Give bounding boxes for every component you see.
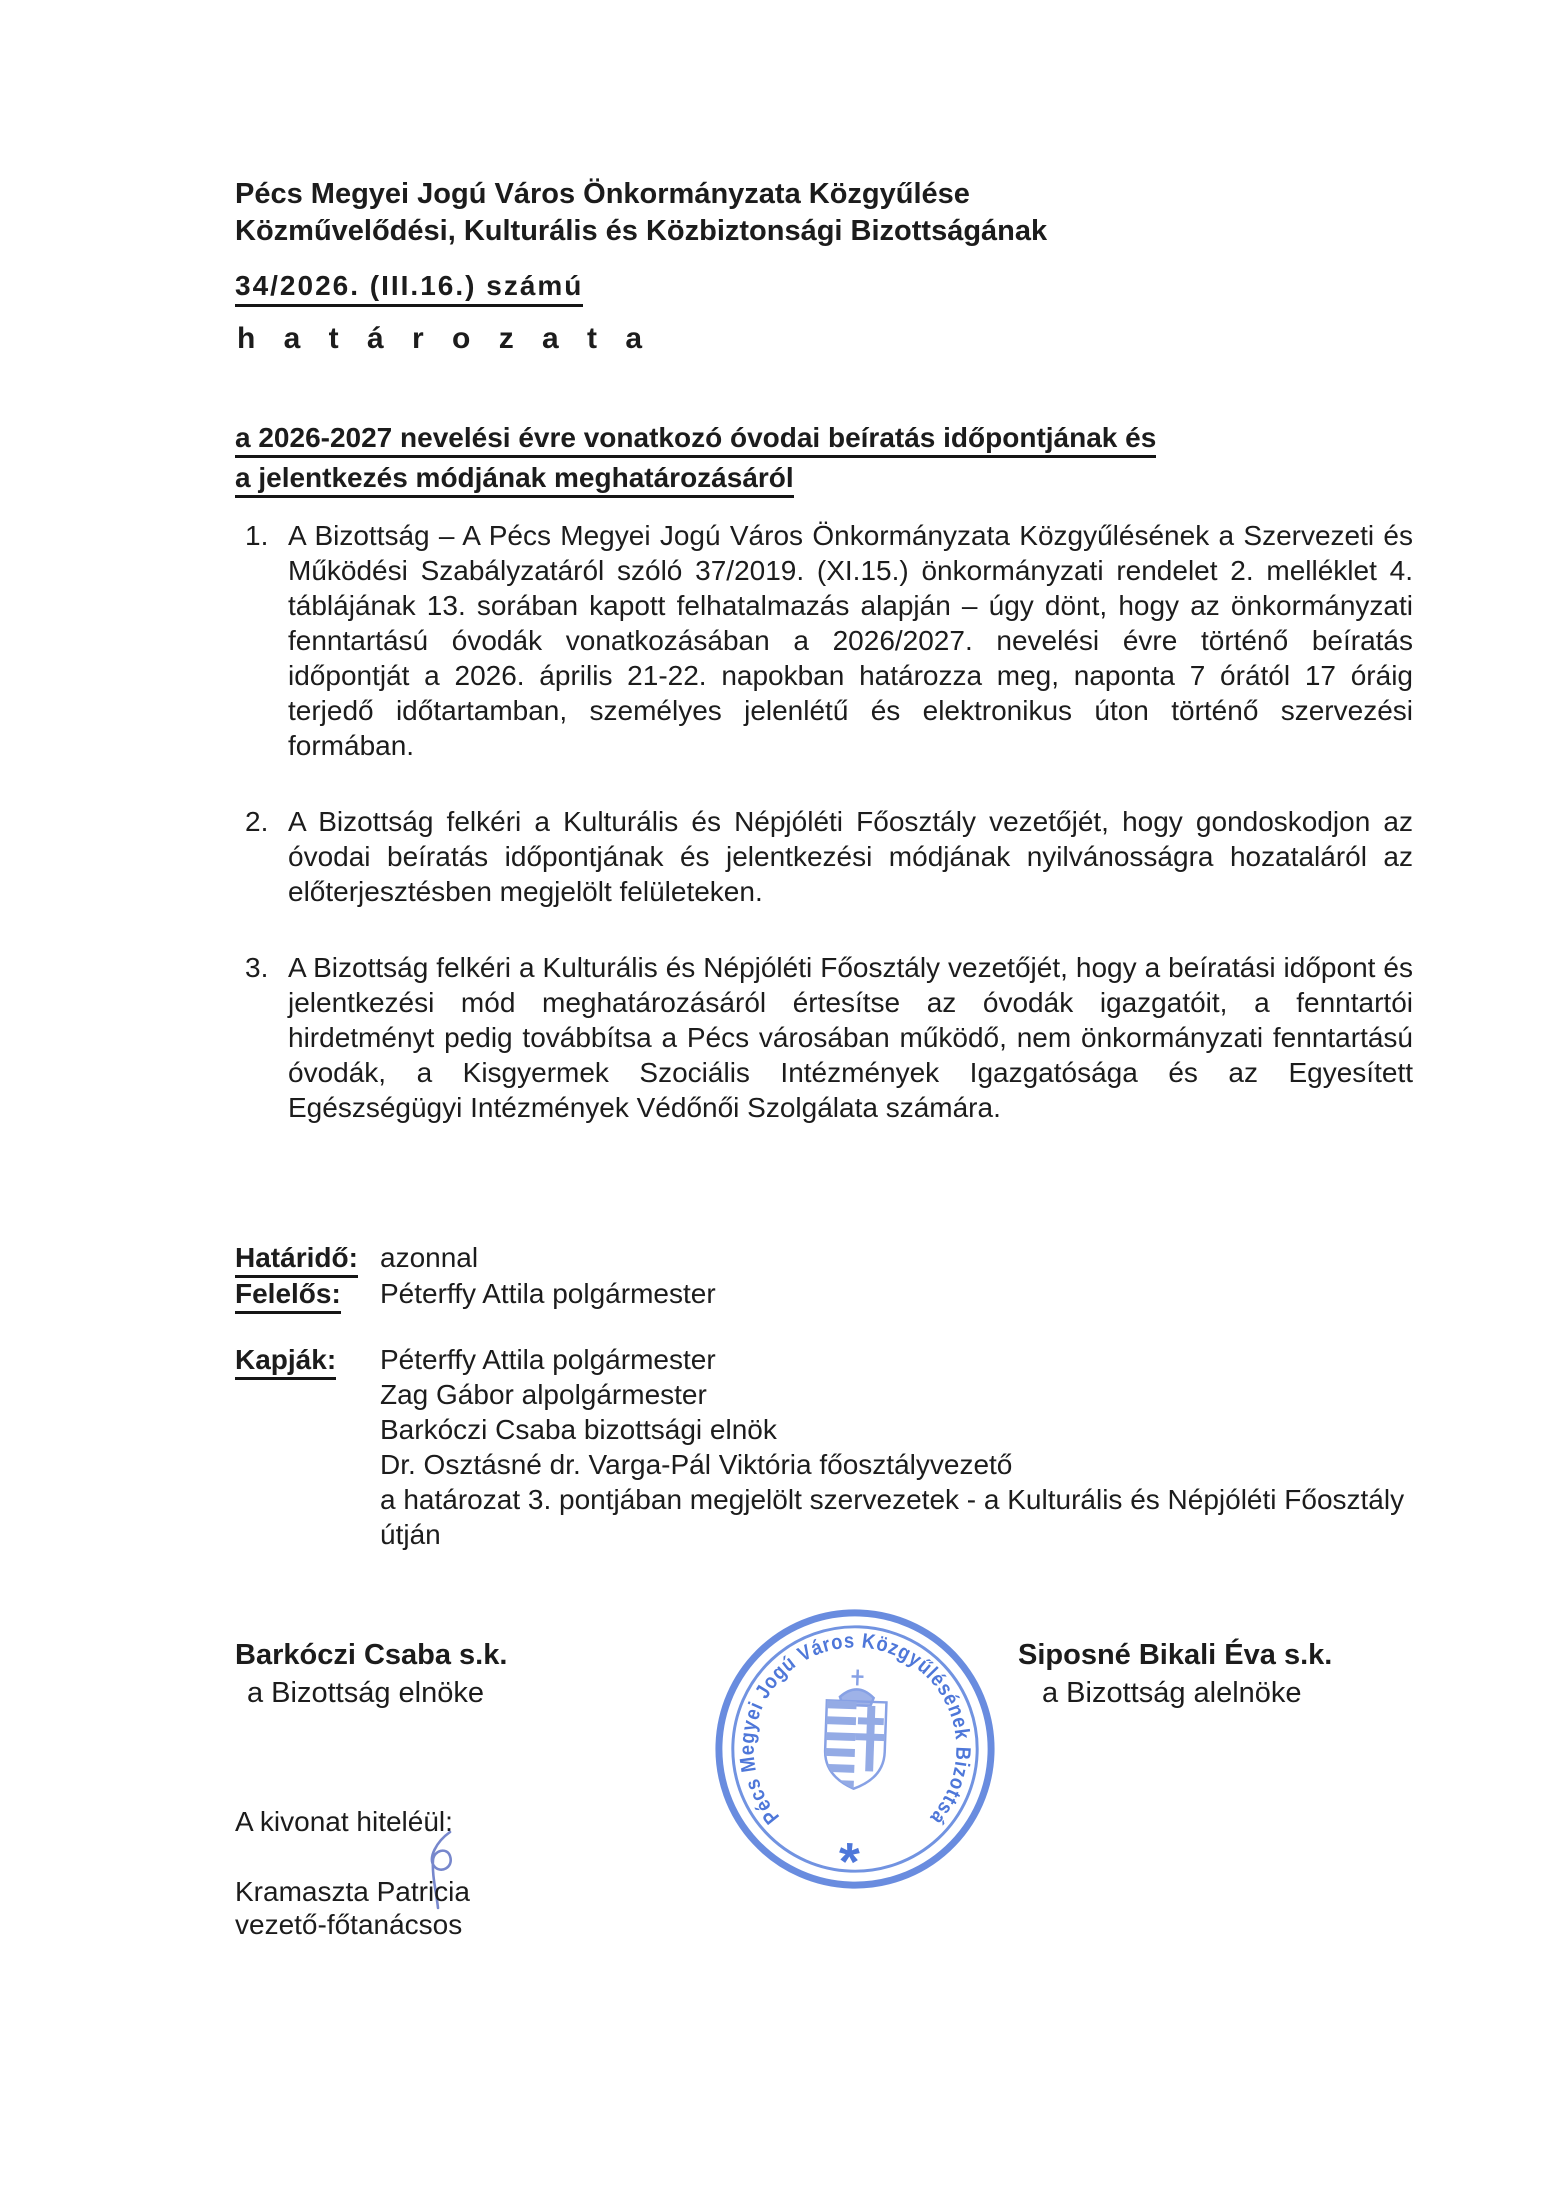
signature-left-title: a Bizottság elnöke [247, 1677, 484, 1709]
resolution-type: h a t á r o z a t a [237, 322, 653, 355]
recipient: Barkóczi Csaba bizottsági elnök [380, 1414, 777, 1445]
item-text: A Bizottság – A Pécs Megyei Jogú Város Önkormányzata Közgyűlésének a Szervezeti és Működési Szabályzatáról szóló 37/2019. (XI.15.) önkormányzati rendelet 2. melléklet 4. táblájának 13. sorában kapott felhatalmazás alapján – úgy dönt, hogy az önkormányzati fenntartású óvodák vonatkozásában a 2026/2027. nevelési évre történő beíratás időpontját a 2026. április 21-22. napokban határozza meg, naponta 7 órától 17 óráig terjedő időtartamban, személyes jelenlétű és elektronikus úton történő szervezési formában. [288, 520, 1413, 761]
deadline-row [235, 1240, 1413, 1275]
resolution-items [245, 518, 1413, 1125]
deadline-value: azonnal [380, 1242, 479, 1273]
resolution-item-3 [245, 950, 1413, 1125]
item-number: 3. [245, 952, 269, 983]
committee-stamp [701, 1595, 1009, 1903]
header-line-2: Közművelődési, Kulturális és Közbiztonsági Bizottságának [235, 215, 1048, 247]
document-header [235, 176, 1415, 250]
signature-right [1018, 1636, 1332, 1712]
header-line-1: Pécs Megyei Jogú Város Önkormányzata Közgyűlése [235, 178, 970, 210]
recipient: Péterffy Attila polgármester [380, 1344, 716, 1375]
responsible-label: Felelős: [235, 1278, 341, 1314]
recipients-row [235, 1342, 1413, 1552]
recipients-label: Kapják: [235, 1344, 336, 1380]
recipient: Dr. Osztásné dr. Varga-Pál Viktória főosztályvezető [380, 1449, 1013, 1480]
resolution-number-text: 34/2026. (III.16.) számú [235, 270, 583, 307]
item-text: A Bizottság felkéri a Kulturális és Népjóléti Főosztály vezetőjét, hogy a beíratási időpont és jelentkezési mód meghatározásáról értesítse az óvodák igazgatóit, a fenntartói hirdetményt pedig továbbítsa a Pécs városában működő, nem önkormányzati fenntartású óvodák, a Kisgyermek Szociális Intézmények Igazgatósága és az Egyesített Egészségügyi Intézmények Védőnői Szolgálata számára. [288, 952, 1413, 1123]
signature-right-title: a Bizottság alelnöke [1042, 1677, 1302, 1709]
resolution-item-2 [245, 804, 1413, 909]
resolution-item-1 [245, 518, 1413, 763]
subject-line-1: a 2026-2027 nevelési évre vonatkozó óvodai beíratás időpontjának és [235, 422, 1156, 458]
recipient: Zag Gábor alpolgármester [380, 1379, 707, 1410]
attestation-title: vezető-főtanácsos [235, 1909, 463, 1940]
signature-right-name: Siposné Bikali Éva s.k. [1018, 1639, 1333, 1671]
attestation-label: A kivonat hiteléül: [235, 1806, 453, 1837]
item-number: 1. [245, 520, 269, 551]
stamp-seal-icon [701, 1595, 1009, 1903]
recipient: a határozat 3. pontjában megjelölt szervezetek - a Kulturális és Népjóléti Főosztály útján [380, 1484, 1405, 1550]
resolution-subject [235, 418, 1425, 498]
item-text: A Bizottság felkéri a Kulturális és Népjóléti Főosztály vezetőjét, hogy gondoskodjon az óvodai beíratás időpontjának és jelentkezési módjának nyilvánosságra hozataláról az előterjesztésben megjelölt felületeken. [288, 806, 1413, 907]
coat-of-arms-icon [824, 1669, 888, 1790]
svg-text:Pécs Megyei Jogú Város Közgyűl [733, 1625, 979, 1835]
responsible-row [235, 1276, 1413, 1311]
attestation-name: Kramaszta Patricia [235, 1876, 470, 1907]
stamp-ring-text: Pécs Megyei Jogú Város Közgyűlésének Bizottsága [735, 1629, 975, 1831]
signature-left-name: Barkóczi Csaba s.k. [235, 1639, 508, 1671]
item-number: 2. [245, 806, 269, 837]
stamp-star: * [837, 1831, 861, 1893]
subject-line-2: a jelentkezés módjának meghatározásáról [235, 462, 794, 498]
deadline-label: Határidő: [235, 1242, 358, 1278]
resolution-number [235, 270, 583, 302]
signature-left [235, 1636, 507, 1712]
responsible-value: Péterffy Attila polgármester [380, 1278, 716, 1309]
recipients-list [380, 1342, 1413, 1552]
